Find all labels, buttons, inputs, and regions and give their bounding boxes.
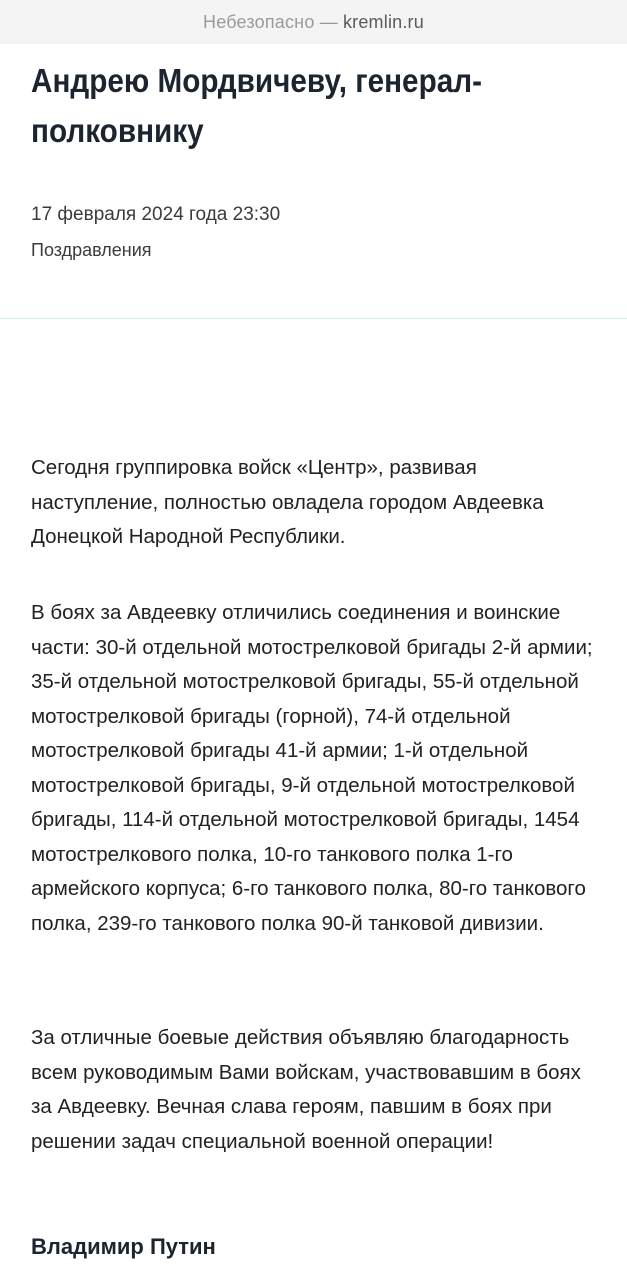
signature: Владимир Путин — [31, 1234, 216, 1259]
security-warning-label: Небезопасно — [203, 11, 315, 32]
address-bar[interactable] — [0, 0, 627, 44]
article-paragraph-1: Сегодня группировка войск «Центр», развивая наступление, полностью овладела городом Авдеевка Донецкой Народной Республики. — [31, 456, 544, 548]
category-link[interactable]: Поздравления — [31, 240, 152, 260]
publish-date: 17 февраля 2024 года 23:30 — [31, 204, 281, 225]
address-separator: — — [319, 11, 338, 32]
page-title: Андрею Мордвичеву, генерал-полковнику — [31, 62, 482, 149]
article-paragraph-3: За отличные боевые действия объявляю благодарность всем руководимым Вами войскам, участвовавшим в боях за Авдеевку. Вечная слава героям, павшим в боях при решении задач специальной военной операции! — [31, 1026, 581, 1153]
article-paragraph-2: В боях за Авдеевку отличились соединения и воинские части: 30-й отдельной мотострелковой бригады 2-й армии; 35-й отдельной мотострелковой бригады, 55-й отдельной мотострелковой бригады (горной), 74-й отдельной мотострелковой бригады 41-й армии; 1-й отдельной мотострелковой бригады, 9-й отдельной мотострелковой бригады, 114-й отдельной мотострелковой бригады, 1454 мотострелкового полка, 10-го танкового полка 1-го армейского корпуса; 6-го танкового полка, 80-го танкового полка, 239-го танкового полка 90-й танковой дивизии. — [31, 601, 593, 935]
site-domain: kremlin.ru — [342, 11, 424, 32]
divider — [0, 318, 627, 319]
